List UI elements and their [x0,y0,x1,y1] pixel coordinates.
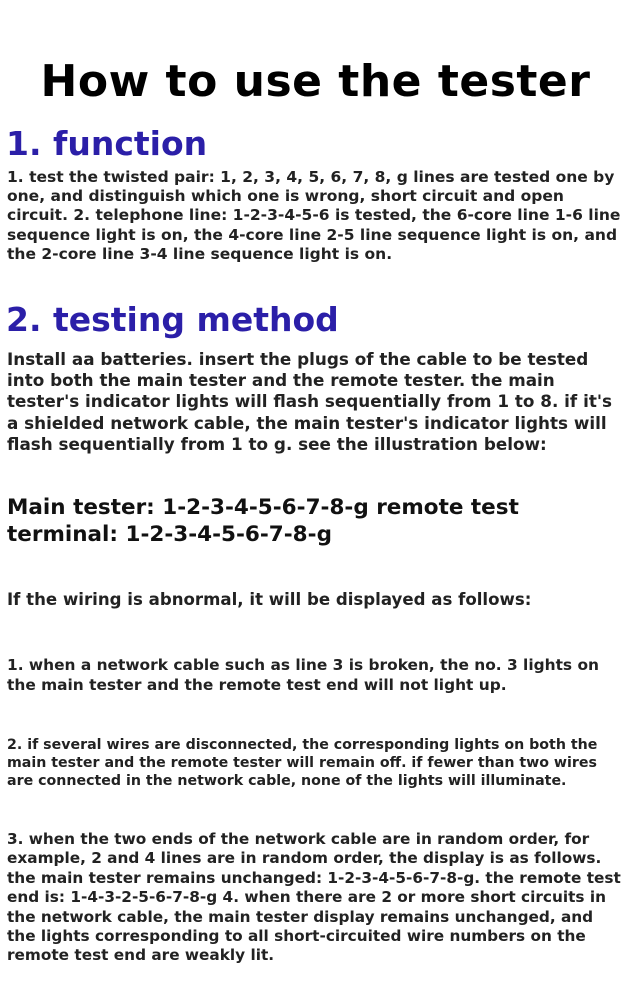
case-disconnected-wires: 2. if several wires are disconnected, the corresponding lights on both the main tester and the remote tester will remain off. if fewer than two wires are connected in the network cable, none of the lights will illuminate. [7,737,598,789]
section-heading-testing-method: 2. testing method [6,300,339,339]
case-random-order-and-short: 3. when the two ends of the network cable are in random order, for example, 2 and 4 lines are in random order, the display is as follows. the main tester remains unchanged: 1-2-3-4-5-6-7-8-g. the remote test end is: 1-4-3-2-5-6-7-8-g 4. when there are 2 or more short circuits in the network cable, the main tester display remains unchanged, and the lights corresponding to all short-circuited wire numbers on the remote test end are weakly lit. [7,830,621,965]
function-description: 1. test the twisted pair: 1, 2, 3, 4, 5, 6, 7, 8, g lines are tested one by one, and distinguish which one is wrong, short circuit and open circuit. 2. telephone line: 1-2-3-4-5-6 is tested, the 6-core line 1-6 line sequence light is on, the 4-core line 2-5 line sequence light is on, and the 2-core line 3-4 line sequence light is on. [7,168,621,263]
abnormal-intro: If the wiring is abnormal, it will be displayed as follows: [7,590,532,609]
sequence-line: Main tester: 1-2-3-4-5-6-7-8-g remote test terminal: 1-2-3-4-5-6-7-8-g [7,495,519,547]
section-heading-function: 1. function [6,124,208,163]
testing-method-description: Install aa batteries. insert the plugs of the cable to be tested into both the main tester and the remote tester. the main tester's indicator lights will flash sequentially from 1 to 8. if it's a shielded network cable, the main tester's indicator lights will flash sequentially from 1 to g. see the illustration below: [7,349,612,454]
page-title: How to use the tester [40,56,591,107]
case-broken-line: 1. when a network cable such as line 3 is broken, the no. 3 lights on the main tester and the remote test end will not light up. [7,656,599,694]
